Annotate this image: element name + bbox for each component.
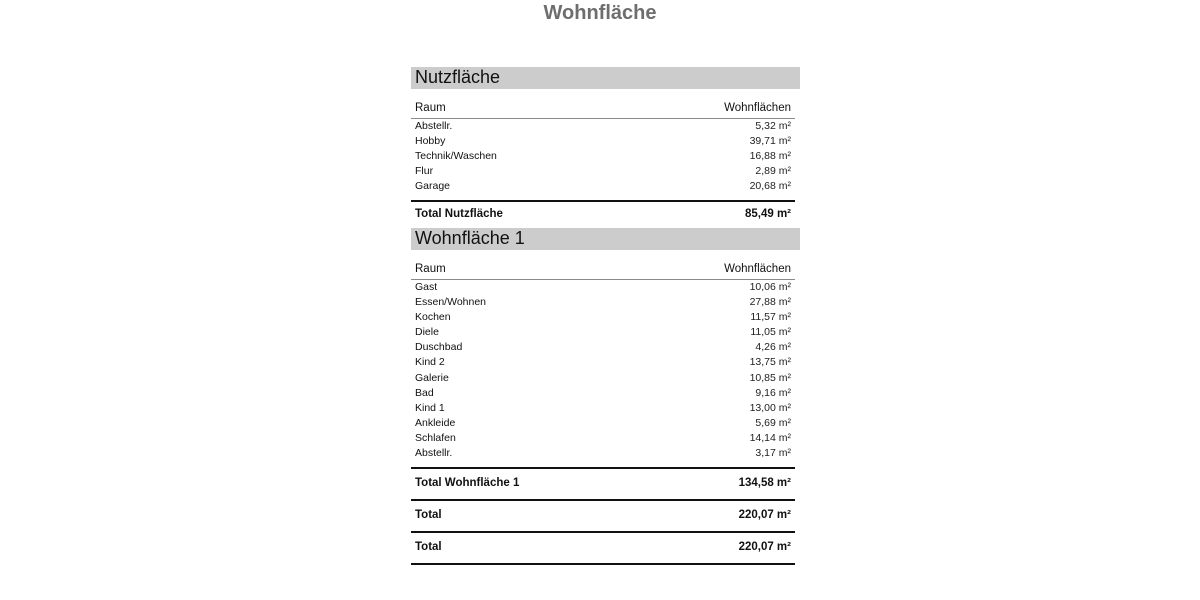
section-heading: Wohnfläche 1 <box>411 228 800 250</box>
room-name: Gast <box>415 281 438 293</box>
table-row <box>411 179 795 194</box>
column-header-area: Wohnflächen <box>724 102 791 114</box>
room-area: 3,17 m² <box>755 447 791 460</box>
column-header-room: Raum <box>415 102 446 114</box>
room-name: Hobby <box>415 135 446 148</box>
table-row <box>411 371 795 386</box>
table-row <box>411 355 795 370</box>
room-area: 13,00 m² <box>749 401 791 414</box>
room-area: 11,57 m² <box>750 311 791 324</box>
table-header <box>411 260 795 280</box>
room-area: 16,88 m² <box>749 150 791 163</box>
room-area: 11,05 m² <box>750 326 791 339</box>
total-label: Total Wohnfläche 1 <box>415 477 520 490</box>
room-name: Technik/Waschen <box>415 150 497 163</box>
table-row <box>411 295 795 310</box>
table-row <box>411 280 795 295</box>
area-table <box>411 99 795 226</box>
table-row <box>411 325 795 340</box>
table-row <box>411 431 795 446</box>
room-name: Bad <box>415 386 434 399</box>
room-area: 5,32 m² <box>755 120 791 132</box>
total-label: Total Nutzfläche <box>415 208 503 221</box>
room-area: 39,71 m² <box>749 135 791 148</box>
room-name: Diele <box>415 326 439 339</box>
room-area: 5,69 m² <box>755 416 791 429</box>
room-name: Flur <box>415 165 434 178</box>
grand-total-row <box>411 499 795 531</box>
room-area: 10,85 m² <box>749 371 791 384</box>
room-area: 4,26 m² <box>755 341 791 354</box>
room-name: Abstellr. <box>415 120 453 132</box>
document-title: Wohnfläche <box>543 2 657 24</box>
section-nutzflaeche <box>411 67 800 226</box>
section-wohnflaeche-1 <box>411 228 800 565</box>
room-name: Schlafen <box>415 431 456 444</box>
room-name: Duschbad <box>415 341 463 354</box>
grand-total-label: Total <box>415 509 442 522</box>
room-name: Essen/Wohnen <box>415 296 487 309</box>
room-area: 10,06 m² <box>749 281 791 293</box>
grand-total-label: Total <box>415 541 442 554</box>
room-name: Kochen <box>415 311 451 324</box>
room-area: 20,68 m² <box>749 180 791 193</box>
area-table <box>411 260 795 565</box>
table-row <box>411 149 795 164</box>
table-row <box>411 401 795 416</box>
column-header-room: Raum <box>415 263 446 275</box>
room-area: 9,16 m² <box>755 386 791 399</box>
room-name: Kind 1 <box>415 401 445 414</box>
table-row <box>411 119 795 134</box>
section-total-row <box>411 200 795 226</box>
room-area: 2,89 m² <box>755 165 791 178</box>
room-name: Abstellr. <box>415 447 453 460</box>
room-name: Kind 2 <box>415 356 445 369</box>
section-heading: Nutzfläche <box>411 67 800 89</box>
total-value: 85,49 m² <box>744 208 791 221</box>
table-row <box>411 416 795 431</box>
room-name: Galerie <box>415 371 449 384</box>
table-row <box>411 446 795 461</box>
section-total-row <box>411 467 795 499</box>
table-row <box>411 164 795 179</box>
table-row <box>411 134 795 149</box>
table-row <box>411 340 795 355</box>
table-row <box>411 310 795 325</box>
room-area: 27,88 m² <box>749 296 791 309</box>
column-header-area: Wohnflächen <box>724 263 791 275</box>
total-value: 134,58 m² <box>738 477 791 490</box>
closing-rule <box>411 563 795 565</box>
room-name: Ankleide <box>415 416 456 429</box>
grand-total-value: 220,07 m² <box>738 509 791 522</box>
room-area: 13,75 m² <box>749 356 791 369</box>
grand-total-value: 220,07 m² <box>738 541 791 554</box>
room-name: Garage <box>415 180 451 193</box>
table-header <box>411 99 795 119</box>
room-area: 14,14 m² <box>749 431 791 444</box>
grand-total-row <box>411 531 795 563</box>
table-row <box>411 386 795 401</box>
